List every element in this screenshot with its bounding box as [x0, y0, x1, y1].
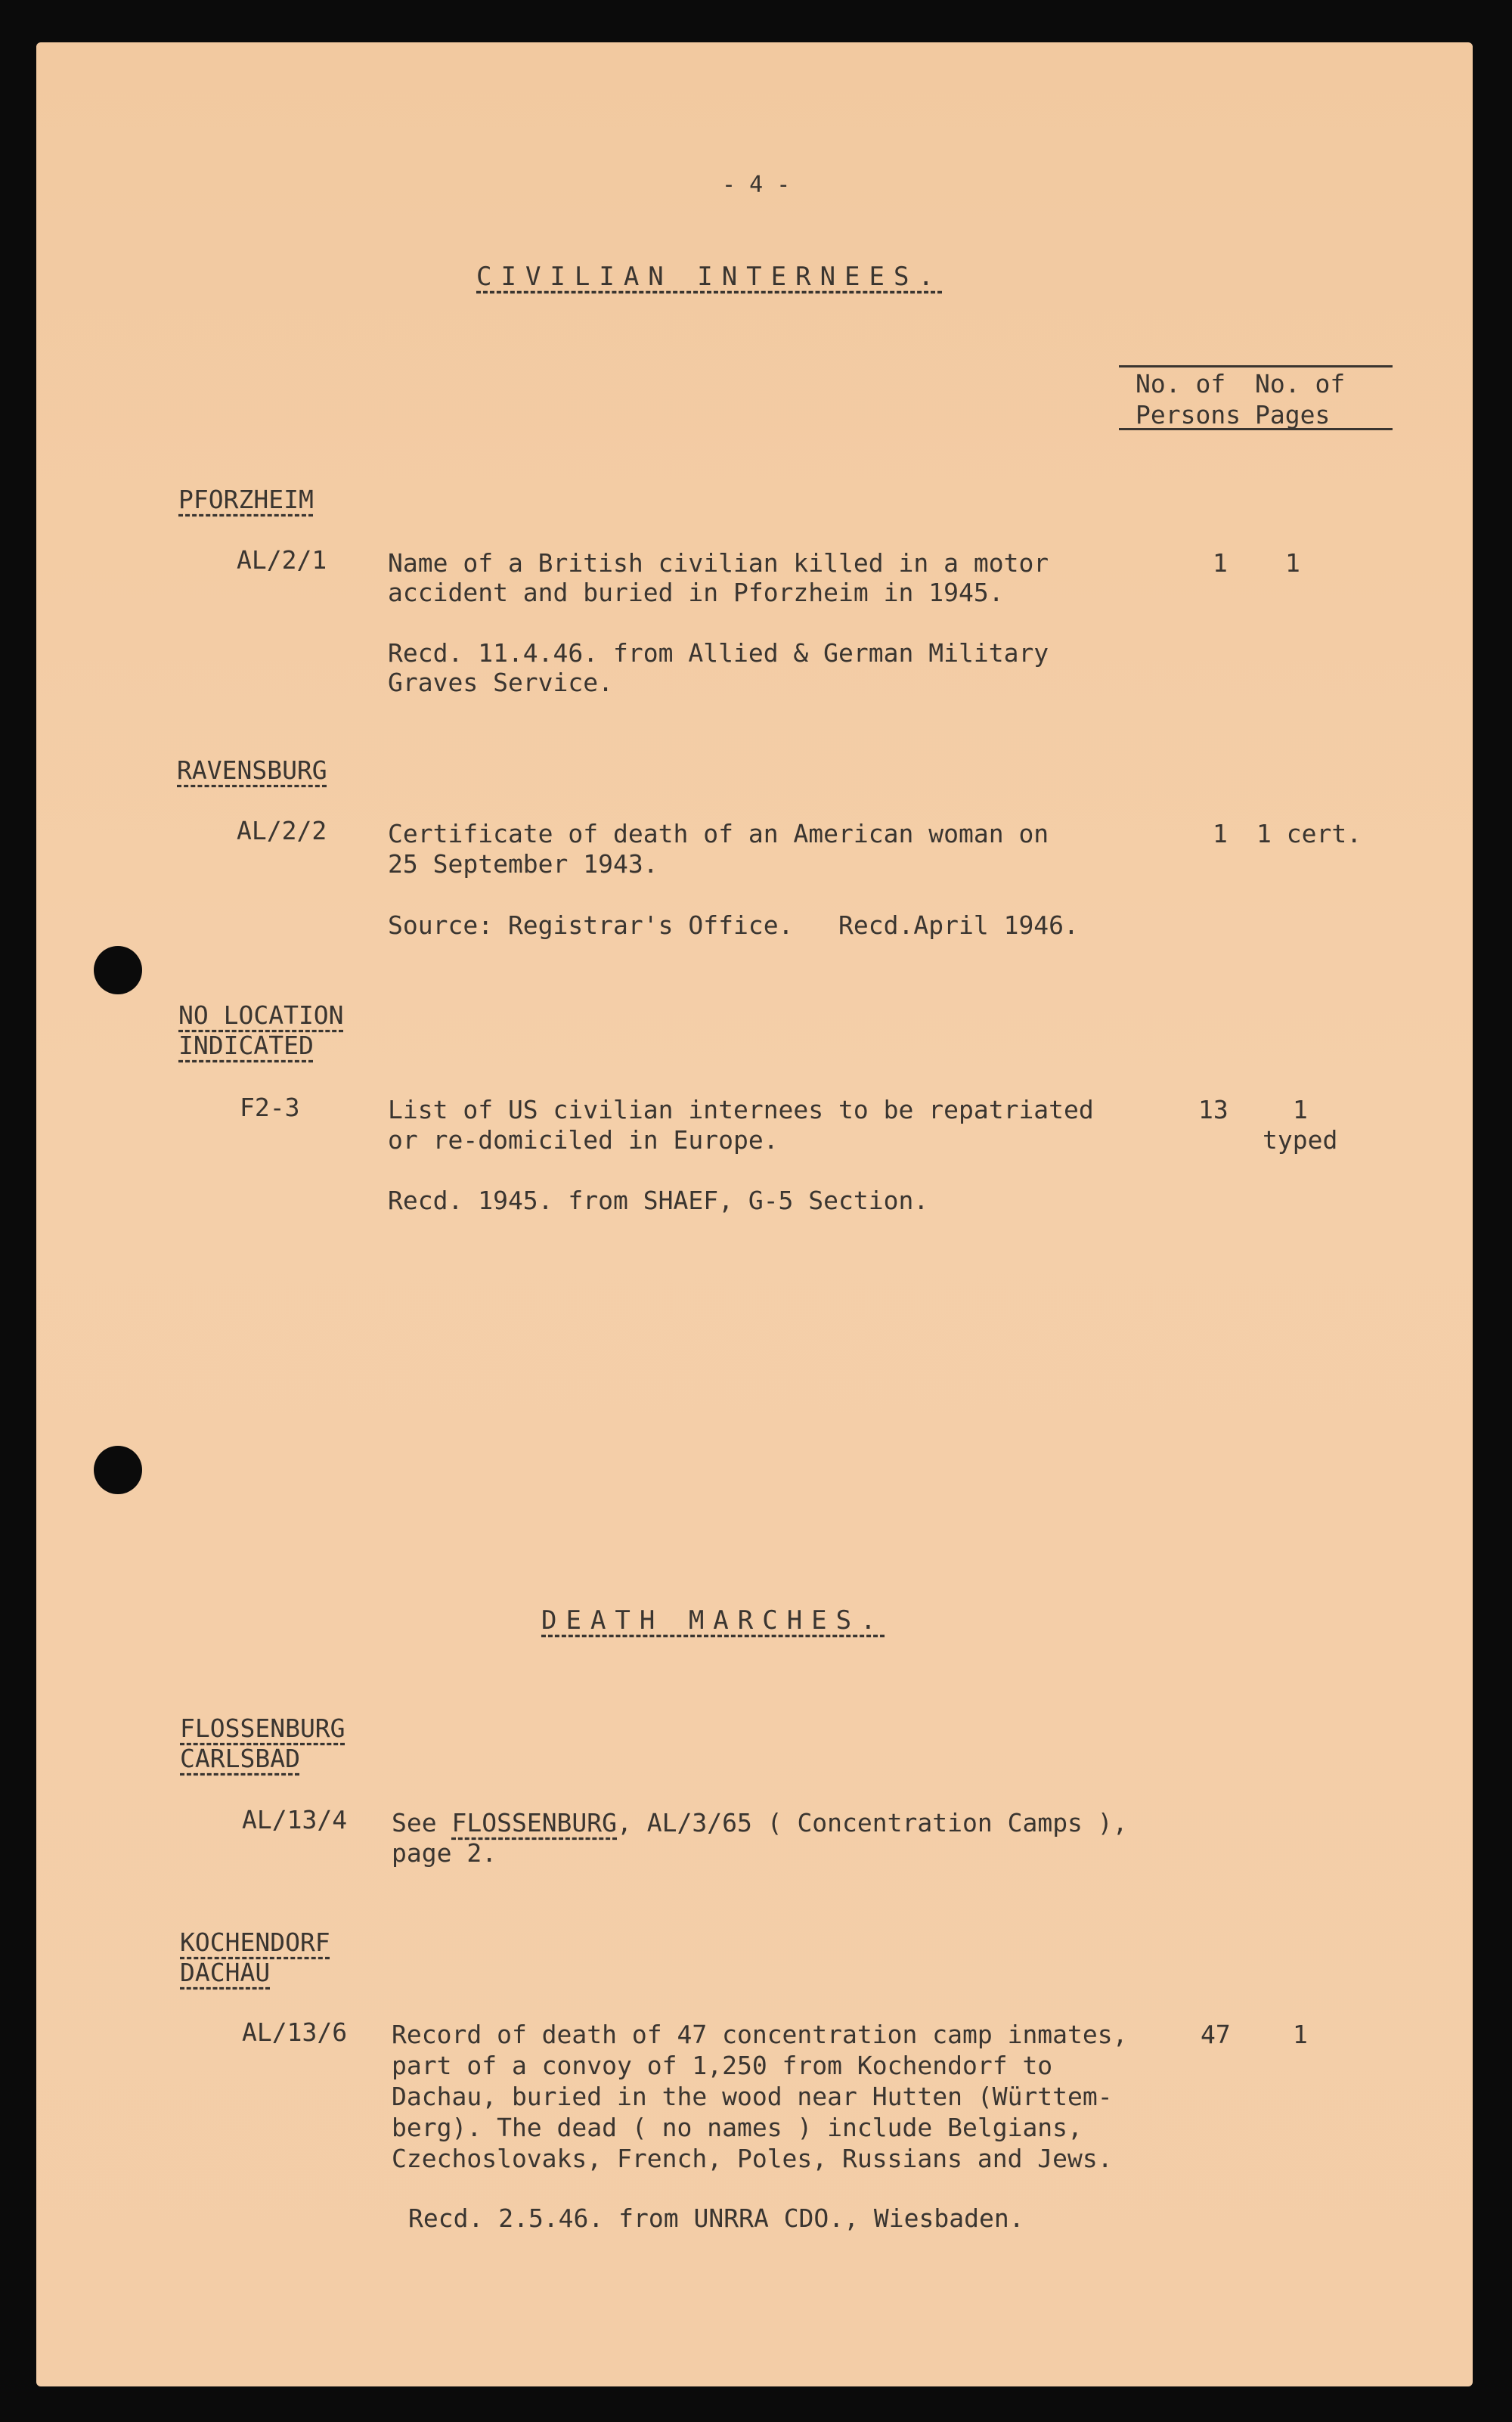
pages-count: 1 cert. — [1256, 819, 1362, 848]
entry-description-line: part of a convoy of 1,250 from Kochendorf to — [392, 2051, 1053, 2080]
location-heading: PFORZHEIM — [178, 485, 314, 514]
location-heading: INDICATED — [178, 1031, 314, 1060]
persons-count: 1 — [1213, 548, 1228, 578]
entry-description-line — [392, 1807, 1128, 1838]
location-heading: DACHAU — [180, 1958, 271, 1987]
entry-description-line: Certificate of death of an American woman on — [388, 819, 1049, 848]
entry-received-line: Graves Service. — [388, 668, 614, 697]
reference-number: F2-3 — [240, 1093, 300, 1122]
entry-description-line: Czechoslovaks, French, Poles, Russians and Jews. — [392, 2144, 1113, 2173]
reference-number: AL/13/6 — [242, 2017, 348, 2047]
column-header-persons-line2: Persons — [1136, 400, 1241, 430]
section-heading-civilian-internees: CIVILIAN INTERNEES. — [476, 262, 943, 292]
location-heading: CARLSBAD — [180, 1744, 300, 1773]
section-heading-death-marches: DEATH MARCHES. — [541, 1605, 885, 1636]
punch-hole — [94, 1446, 142, 1494]
description-text: , AL/3/65 ( Concentration Camps ), — [617, 1808, 1128, 1837]
location-heading: KOCHENDORF — [180, 1927, 330, 1957]
entry-description-line: page 2. — [392, 1838, 497, 1868]
reference-number: AL/2/2 — [237, 816, 327, 845]
entry-description-line: Name of a British civilian killed in a motor — [388, 548, 1049, 578]
page-number: - 4 - — [722, 172, 791, 198]
entry-description-line: berg). The dead ( no names ) include Belgians, — [392, 2113, 1083, 2142]
entry-received-line: Recd. 11.4.46. from Allied & German Military — [388, 638, 1049, 668]
pages-count: 1 — [1293, 1095, 1308, 1124]
punch-hole — [94, 946, 142, 994]
entry-received-line: Recd. 2.5.46. from UNRRA CDO., Wiesbaden. — [408, 2203, 1024, 2233]
column-header-pages-line1: No. of — [1255, 369, 1346, 398]
column-header-persons-line1: No. of — [1136, 369, 1226, 398]
entry-received-line: Source: Registrar's Office. Recd.April 1946. — [388, 910, 1079, 940]
pages-count: 1 — [1293, 2020, 1308, 2049]
entry-description-line: 25 September 1943. — [388, 849, 658, 879]
persons-count: 47 — [1201, 2020, 1231, 2049]
reference-number: AL/13/4 — [242, 1805, 348, 1834]
description-text: See — [392, 1808, 452, 1837]
pages-count: 1 — [1285, 548, 1300, 578]
column-header-top-rule — [1119, 365, 1393, 367]
column-header-pages-line2: Pages — [1255, 400, 1331, 430]
pages-note: typed — [1263, 1125, 1338, 1155]
location-heading: FLOSSENBURG — [180, 1713, 345, 1743]
location-heading: RAVENSBURG — [177, 755, 327, 785]
entry-description-line: List of US civilian internees to be repatriated — [388, 1095, 1094, 1124]
persons-count: 1 — [1213, 819, 1228, 848]
entry-description-line: accident and buried in Pforzheim in 1945. — [388, 578, 1004, 607]
cross-reference-flossenburg: FLOSSENBURG — [451, 1808, 618, 1837]
entry-description-line: Dachau, buried in the wood near Hutten (Württem- — [392, 2082, 1113, 2111]
entry-description-line: Record of death of 47 concentration camp inmates, — [392, 2020, 1128, 2049]
entry-received-line: Recd. 1945. from SHAEF, G-5 Section. — [388, 1186, 929, 1215]
persons-count: 13 — [1198, 1095, 1228, 1124]
reference-number: AL/2/1 — [237, 545, 327, 575]
entry-description-line: or re-domiciled in Europe. — [388, 1125, 779, 1155]
column-header-bottom-rule — [1119, 428, 1393, 430]
location-heading: NO LOCATION — [178, 1000, 344, 1030]
